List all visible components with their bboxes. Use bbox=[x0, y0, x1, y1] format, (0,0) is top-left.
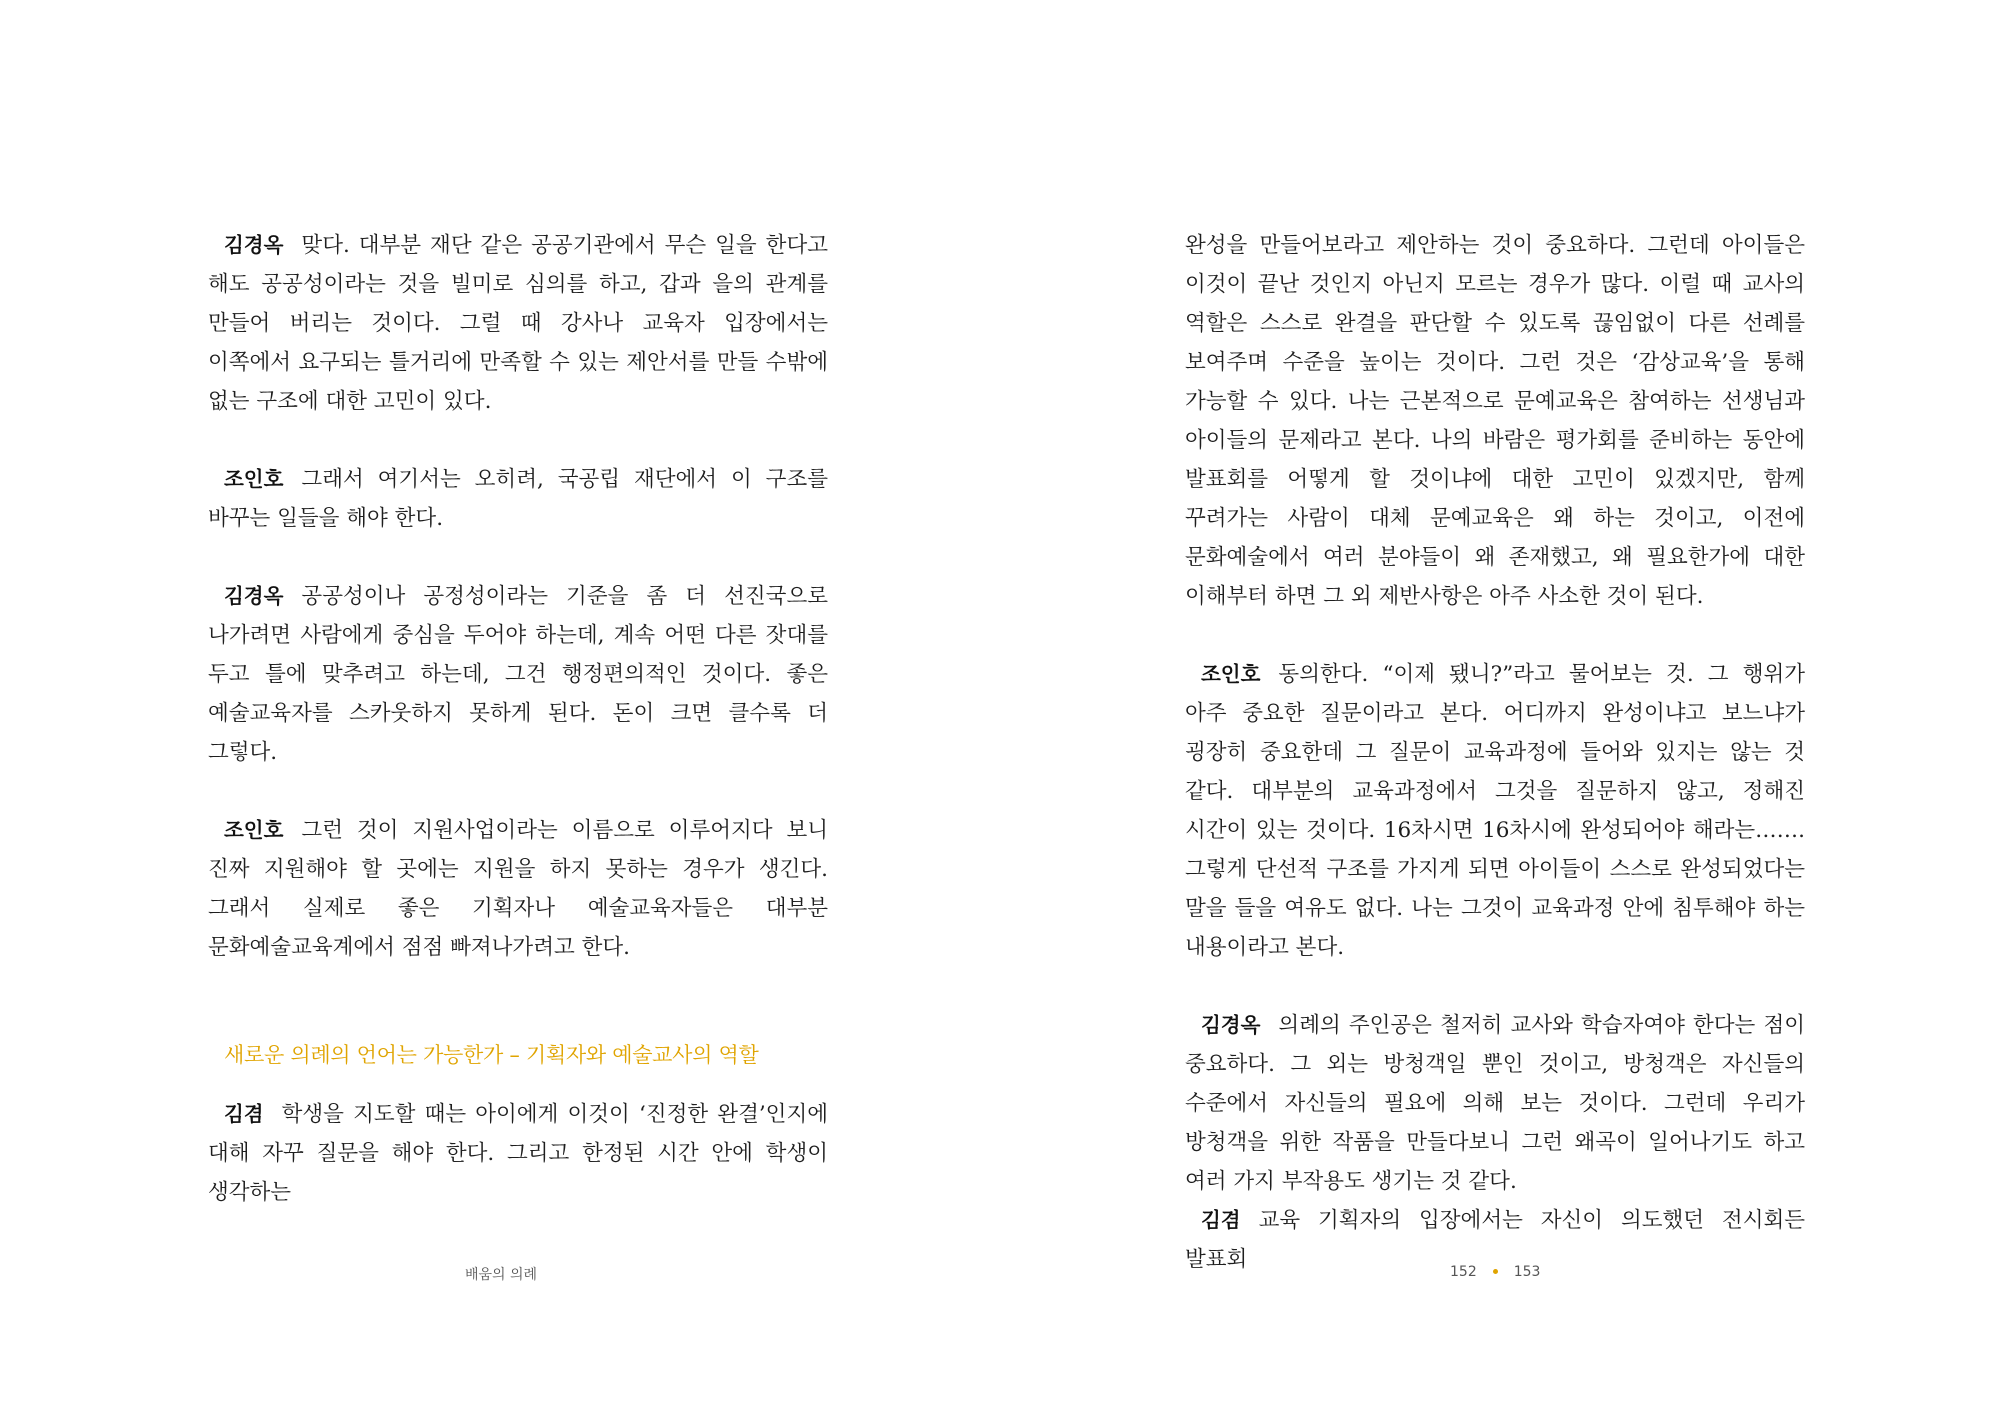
page-number-left: 152 bbox=[1450, 1264, 1477, 1280]
running-footer-title: 배움의 의례 bbox=[465, 1267, 538, 1283]
dialogue-text: 공공성이나 공정성이라는 기준을 좀 더 선진국으로 나가려면 사람에게 중심을 두어야 하는데, 계속 어떤 다른 잣대를 두고 틀에 맞추려고 하는데, 그건 행정편의적인 것이다. 좋은 예술교육자를 스카웃하지 못하게 된다. 돈이 크면 클수록 더 그렇다. bbox=[208, 584, 828, 765]
speaker-name: 김겸 bbox=[224, 1102, 264, 1126]
speaker-name: 조인호 bbox=[224, 467, 284, 491]
dialogue-text: 학생을 지도할 때는 아이에게 이것이 ‘진정한 완결’인지에 대해 자꾸 질문을 해야 한다. 그리고 한정된 시간 안에 학생이 생각하는 bbox=[208, 1102, 828, 1205]
dialogue-paragraph bbox=[208, 811, 828, 967]
speaker-name: 김경옥 bbox=[224, 233, 284, 257]
speaker-name: 김경옥 bbox=[224, 584, 284, 608]
continued-paragraph bbox=[1185, 226, 1805, 616]
page-number-right: 153 bbox=[1513, 1264, 1541, 1280]
dialogue-paragraph bbox=[1185, 655, 1805, 967]
dialogue-text: 의례의 주인공은 철저히 교사와 학습자여야 한다는 점이 중요하다. 그 외는 방청객일 뿐인 것이고, 방청객은 자신들의 수준에서 자신들의 필요에 의해 보는 것이다. 그런데 우리가 방청객을 위한 작품을 만들다보니 그런 왜곡이 일어나기도 하고 여러 가지 부작용도 생기는 것 같다. bbox=[1185, 1013, 1805, 1194]
dialogue-paragraph bbox=[208, 1095, 828, 1212]
dialogue-paragraph bbox=[208, 460, 828, 538]
folio-dot bbox=[1493, 1269, 1498, 1274]
dialogue-text: 그래서 여기서는 오히려, 국공립 재단에서 이 구조를 바꾸는 일들을 해야 한다. bbox=[208, 467, 828, 531]
speaker-name: 김경옥 bbox=[1201, 1013, 1261, 1037]
speaker-name: 조인호 bbox=[224, 818, 284, 842]
dialogue-text: 교육 기획자의 입장에서는 자신이 의도했던 전시회든 발표회 bbox=[1185, 1208, 1805, 1272]
dialogue-paragraph bbox=[1185, 1006, 1805, 1201]
speaker-name: 조인호 bbox=[1201, 662, 1261, 686]
page-numbers bbox=[1450, 1264, 1540, 1280]
speaker-name: 김겸 bbox=[1201, 1208, 1241, 1232]
dialogue-text: 그런 것이 지원사업이라는 이름으로 이루어지다 보니 진짜 지원해야 할 곳에는 지원을 하지 못하는 경우가 생긴다. 그래서 실제로 좋은 기획자나 예술교육자들은 대부분 문화예술교육계에서 점점 빠져나가려고 한다. bbox=[208, 818, 828, 960]
section-heading: 새로운 의례의 언어는 가능한가 – 기획자와 예술교사의 역할 bbox=[224, 1043, 759, 1067]
right-text-column bbox=[1185, 226, 1805, 1279]
dialogue-paragraph bbox=[208, 577, 828, 772]
dialogue-text: 완성을 만들어보라고 제안하는 것이 중요하다. 그런데 아이들은 이것이 끝난 것인지 아닌지 모르는 경우가 많다. 이럴 때 교사의 역할은 스스로 완결을 판단할 수 있도록 끊임없이 다른 선례를 보여주며 수준을 높이는 것이다. 그런 것은 ‘감상교육’을 통해 가능할 수 있다. 나는 근본적으로 문예교육은 참여하는 선생님과 아이들의 문제라고 본다. 나의 바람은 평가회를 준비하는 동안에 발표회를 어떻게 할 것이냐에 대한 고민이 있겠지만, 함께 꾸려가는 사람이 대체 문예교육은 왜 하는 것이고, 이전에 문화예술에서 여러 분야들이 왜 존재했고, 왜 필요한가에 대한 이해부터 하면 그 외 제반사항은 아주 사소한 것이 된다. bbox=[1185, 233, 1805, 609]
dialogue-text: 맞다. 대부분 재단 같은 공공기관에서 무슨 일을 한다고 해도 공공성이라는 것을 빌미로 심의를 하고, 갑과 을의 관계를 만들어 버리는 것이다. 그럴 때 강사나 교육자 입장에서는 이쪽에서 요구되는 틀거리에 만족할 수 있는 제안서를 만들 수밖에 없는 구조에 대한 고민이 있다. bbox=[208, 233, 828, 414]
dialogue-text: 동의한다. “이제 됐니?”라고 물어보는 것. 그 행위가 아주 중요한 질문이라고 본다. 어디까지 완성이냐고 보느냐가 굉장히 중요한데 그 질문이 교육과정에 들어와 있지는 않는 것 같다. 대부분의 교육과정에서 그것을 질문하지 않고, 정해진 시간이 있는 것이다. 16차시면 16차시에 완성되어야 해라는……. 그렇게 단선적 구조를 가지게 되면 아이들이 스스로 완성되었다는 말을 들을 여유도 없다. 나는 그것이 교육과정 안에 침투해야 하는 내용이라고 본다. bbox=[1185, 662, 1805, 960]
left-text-column bbox=[208, 226, 828, 1212]
dialogue-paragraph bbox=[208, 226, 828, 421]
right-page bbox=[1000, 0, 2000, 1413]
